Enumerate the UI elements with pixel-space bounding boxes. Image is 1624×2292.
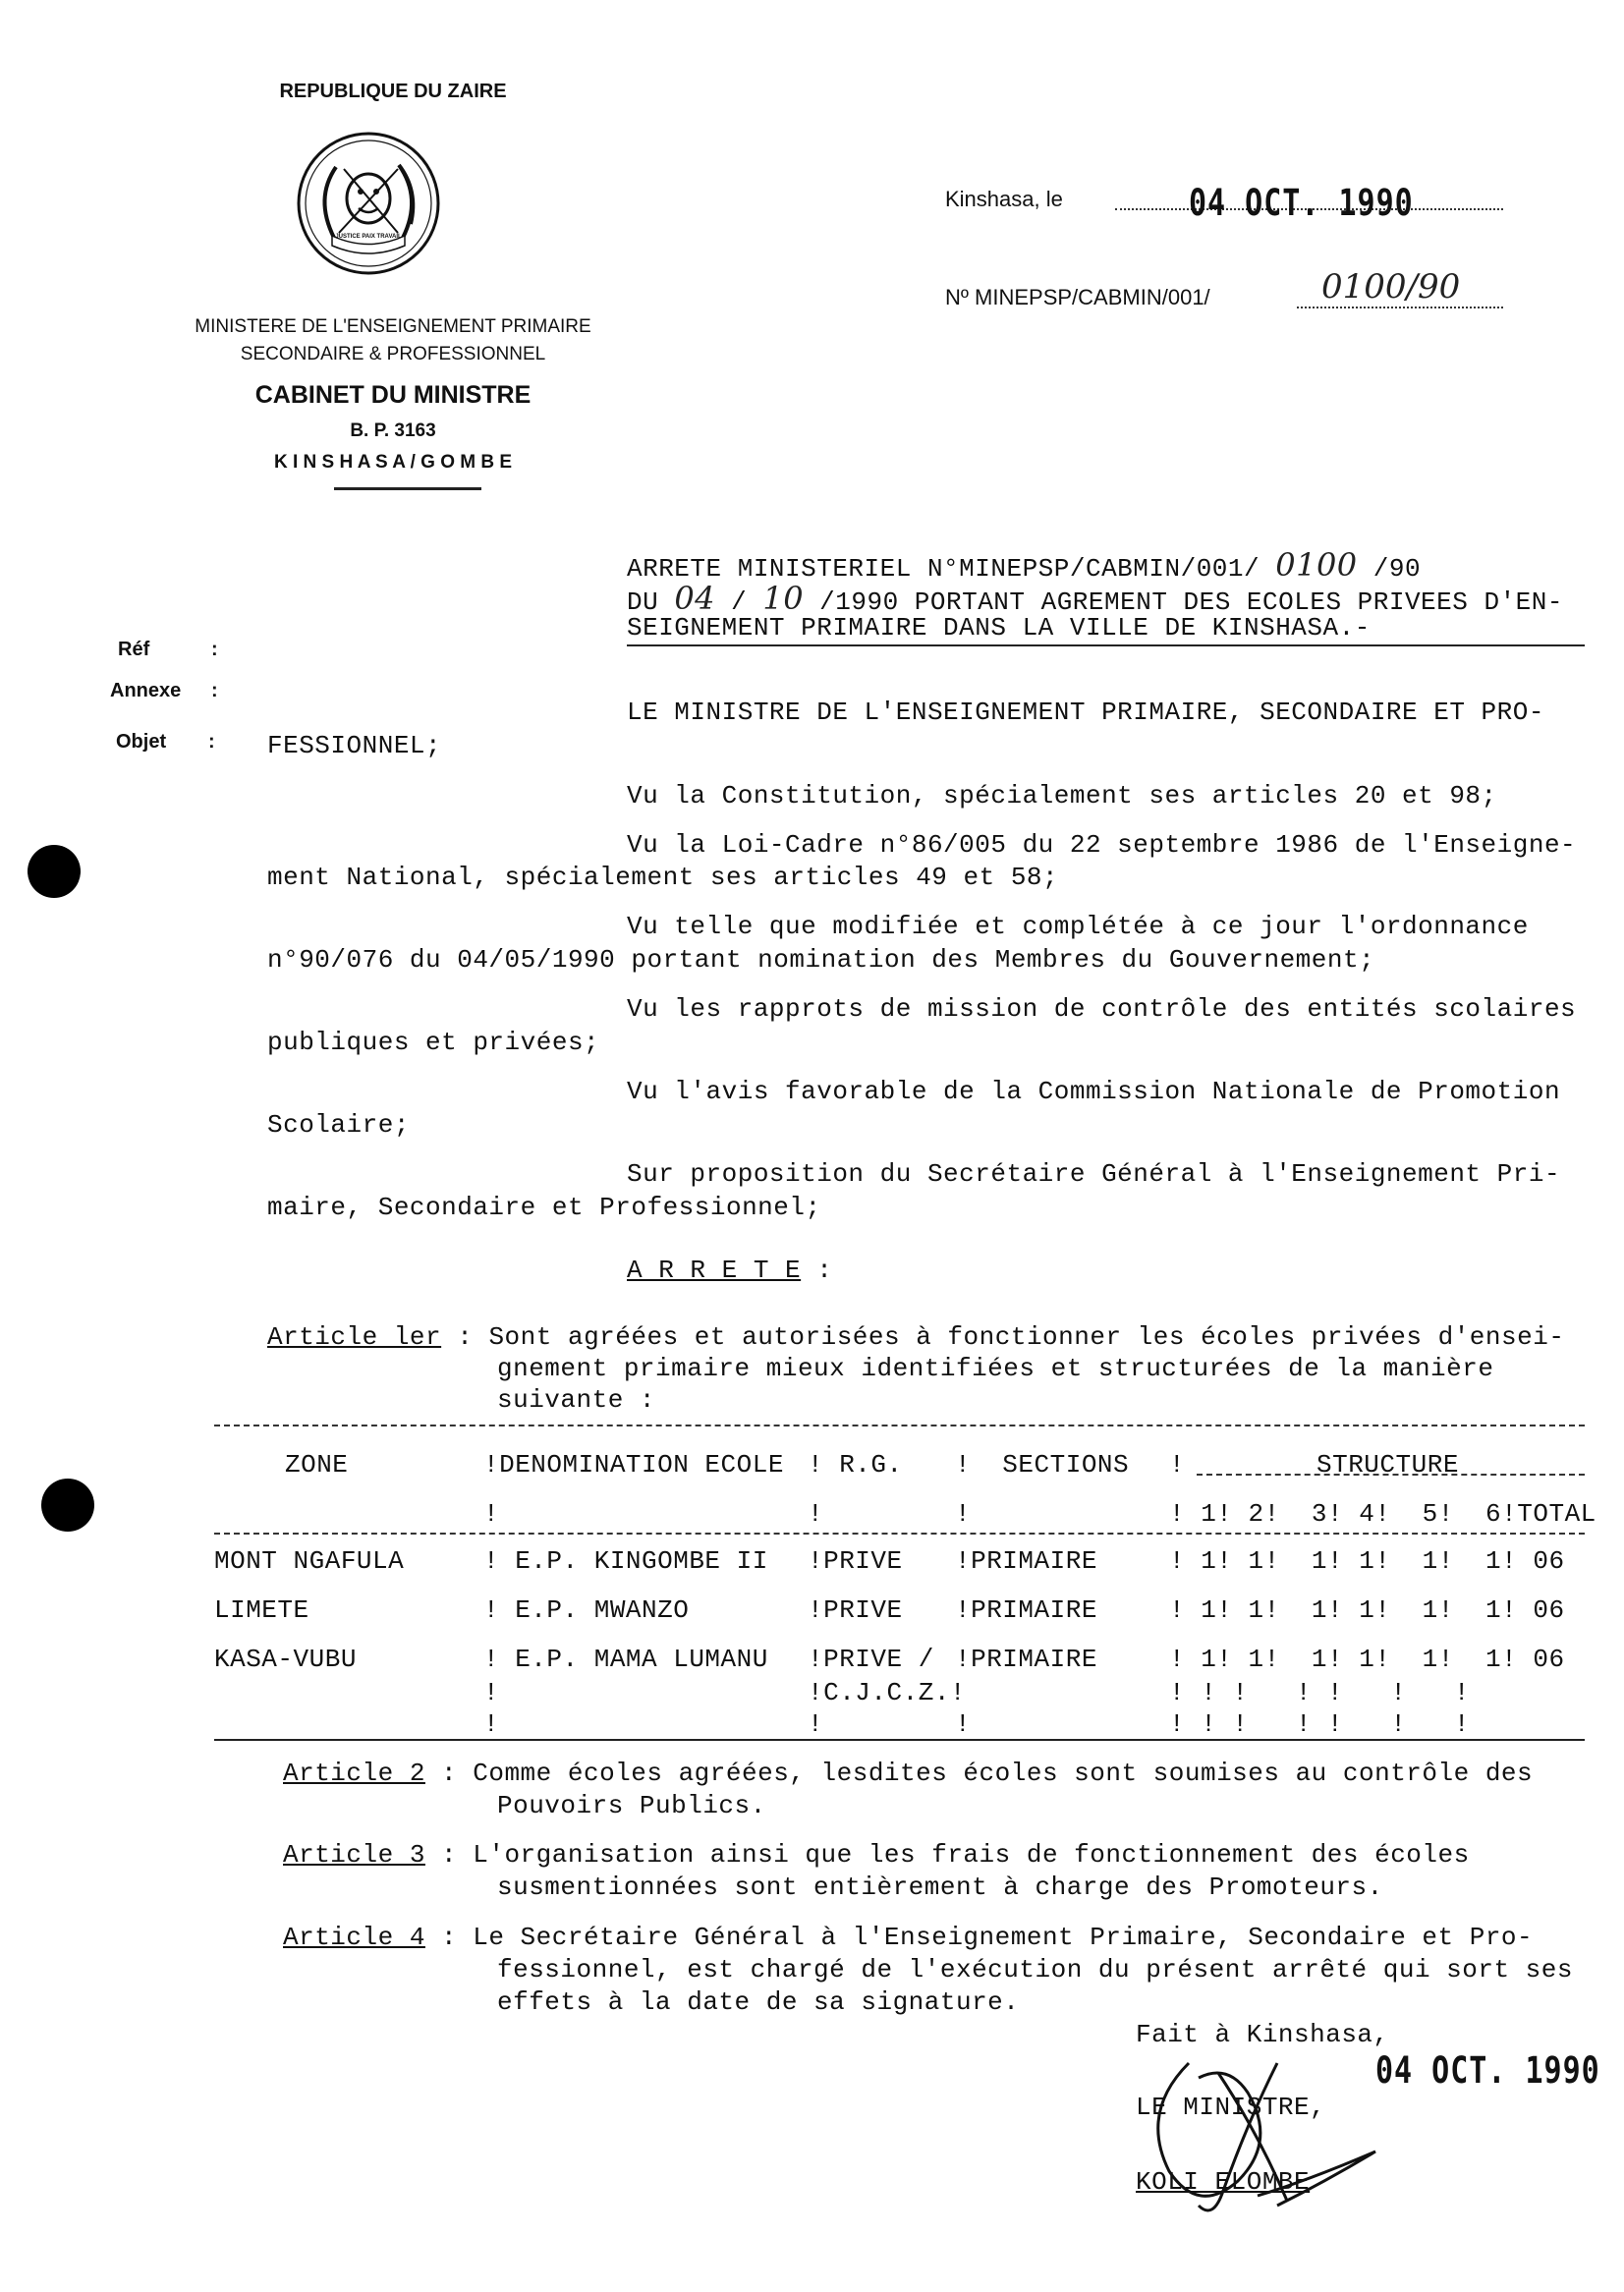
table-row-1-sections: !PRIMAIRE [955, 1546, 1097, 1576]
article-1-line-1: Article ler : Sont agréées et autorisées à fonctionner les écoles privées d'ensei- [267, 1322, 1565, 1352]
vu-rapports-line-1: Vu les rapprots de mission de contrôle des entités scolaires [627, 994, 1577, 1024]
table-header-rg: ! R.G. [808, 1450, 903, 1480]
handwritten-signature-icon [1130, 2034, 1385, 2230]
vu-ordonnance-line-1: Vu telle que modifiée et complétée à ce jour l'ordonnance [627, 912, 1529, 941]
republic-heading: REPUBLIQUE DU ZAIRE [279, 81, 507, 102]
annexe-colon: : [211, 680, 218, 701]
signature-minister-title: LE MINISTRE, [1136, 2093, 1326, 2122]
decree-number-handwritten: 0100 [1275, 546, 1358, 584]
vu-ordonnance-line-2: n°90/076 du 04/05/1990 portant nomination des Membres du Gouvernement; [267, 945, 1375, 975]
ref-colon: : [211, 639, 218, 660]
title-rule [627, 644, 1585, 646]
table-row-1-ecole: ! E.P. KINGOMBE II [483, 1546, 768, 1576]
annexe-label: Annexe [110, 680, 182, 701]
table-subheader-bang-1: ! [483, 1499, 500, 1529]
article-1-line-2: gnement primaire mieux identifiées et structurées de la manière [497, 1354, 1494, 1383]
table-end-bang-1: ! [483, 1709, 500, 1739]
vu-rapports-line-2: publiques et privées; [267, 1028, 600, 1057]
table-header-denomination: !DENOMINATION ECOLE [483, 1450, 784, 1480]
sur-proposition-line-2: maire, Secondaire et Professionnel; [267, 1193, 821, 1222]
reference-dotted-line [1297, 307, 1503, 308]
article-2-line-1: Article 2 : Comme écoles agréées, lesdites écoles sont soumises au contrôle des [283, 1759, 1534, 1788]
table-row-2-zone: LIMETE [214, 1595, 309, 1625]
article-3-label: Article 3 [283, 1840, 425, 1870]
table-header-structure: STRUCTURE [1316, 1450, 1459, 1480]
table-header-bang: ! [1169, 1450, 1186, 1480]
vu-loi-cadre-line-1: Vu la Loi-Cadre n°86/005 du 22 septembre 1986 de l'Enseigne- [627, 830, 1577, 860]
date-stamp-signature: 04 OCT. 1990 [1375, 2049, 1600, 2093]
table-row-2-rg: !PRIVE [808, 1595, 903, 1625]
article-4-line-3: effets à la date de sa signature. [497, 1987, 1020, 2017]
date-stamp-top: 04 OCT. 1990 [1189, 182, 1414, 225]
table-subheader-structure: ! 1! 2! 3! 4! 5! 6!TOTAL [1169, 1499, 1596, 1529]
minister-line-1: LE MINISTRE DE L'ENSEIGNEMENT PRIMAIRE, SECONDAIRE ET PRO- [627, 698, 1544, 727]
reference-number-handwritten: 0100/90 [1321, 267, 1461, 307]
article-1-line-3: suivante : [497, 1385, 656, 1415]
city-line: K I N S H A S A / G O M B E [273, 452, 513, 473]
table-row-3-structure-bangs: ! ! ! ! ! ! ! [1169, 1678, 1470, 1707]
punch-hole-top [28, 845, 81, 898]
article-4-label: Article 4 [283, 1923, 425, 1952]
objet-colon: : [208, 731, 215, 753]
table-header-zone: ZONE [285, 1450, 349, 1480]
article-2-line-2: Pouvoirs Publics. [497, 1791, 766, 1820]
sur-proposition-line-1: Sur proposition du Secrétaire Général à l'Enseignement Pri- [627, 1159, 1561, 1189]
table-row-3-rg: !PRIVE / [808, 1645, 934, 1674]
table-row-3-rg-continued: !C.J.C.Z.! [808, 1678, 967, 1707]
table-end-structure-bangs: ! ! ! ! ! ! ! [1169, 1709, 1470, 1739]
table-end-bang-3: ! [955, 1709, 972, 1739]
table-row-2-structure: ! 1! 1! 1! 1! 1! 1! 06 [1169, 1595, 1565, 1625]
seal-emblem-icon [295, 130, 442, 277]
table-end-bang-2: ! [808, 1709, 824, 1739]
article-3-line-2: susmentionnées sont entièrement à charge des Promoteurs. [497, 1873, 1383, 1902]
ministry-line-2: SECONDAIRE & PROFESSIONNEL [240, 344, 546, 364]
article-2-label: Article 2 [283, 1759, 425, 1788]
vu-avis-line-1: Vu l'avis favorable de la Commission Nationale de Promotion [627, 1077, 1561, 1106]
decree-title-line-1: ARRETE MINISTERIEL N°MINEPSP/CABMIN/001/ 0100 /90 [627, 546, 1422, 584]
vu-constitution: Vu la Constitution, spécialement ses articles 20 et 98; [627, 781, 1497, 811]
table-row-3-sections: !PRIMAIRE [955, 1645, 1097, 1674]
table-header-sections: ! SECTIONS [955, 1450, 1130, 1480]
table-row-3-structure: ! 1! 1! 1! 1! 1! 1! 06 [1169, 1645, 1565, 1674]
table-top-rule [214, 1425, 1585, 1426]
ref-label: Réf [118, 639, 150, 660]
table-row-1-structure: ! 1! 1! 1! 1! 1! 1! 06 [1169, 1546, 1565, 1576]
vu-avis-line-2: Scolaire; [267, 1110, 410, 1140]
ministry-line-1: MINISTERE DE L'ENSEIGNEMENT PRIMAIRE [195, 316, 591, 337]
objet-label: Objet [116, 731, 167, 753]
table-header-rule [214, 1533, 1585, 1535]
punch-hole-bottom [41, 1479, 94, 1532]
article-3-line-1: Article 3 : L'organisation ainsi que les frais de fonctionnement des écoles [283, 1840, 1470, 1870]
table-bottom-rule [214, 1739, 1585, 1741]
table-row-3-ecole: ! E.P. MAMA LUMANU [483, 1645, 768, 1674]
place-date-label: Kinshasa, le [945, 187, 1063, 211]
decree-day-handwritten: 04 [674, 580, 716, 617]
table-subheader-bang-2: ! [808, 1499, 824, 1529]
table-row-1-zone: MONT NGAFULA [214, 1546, 405, 1576]
table-row-3-extra-bang: ! [483, 1678, 500, 1707]
vu-loi-cadre-line-2: ment National, spécialement ses articles 49 et 58; [267, 863, 1059, 892]
article-4-line-2: fessionnel, est chargé de l'exécution du présent arrêté qui sort ses [497, 1955, 1573, 1985]
minister-line-2: FESSIONNEL; [267, 731, 442, 760]
structure-underline [1197, 1474, 1585, 1476]
table-row-2-sections: !PRIMAIRE [955, 1595, 1097, 1625]
national-seal [295, 130, 442, 277]
decree-title-line-2: DU 04 / 10 /1990 PORTANT AGREMENT DES ECOLES PRIVEES D'EN- [627, 580, 1563, 617]
table-row-3-zone: KASA-VUBU [214, 1645, 357, 1674]
table-subheader-bang-3: ! [955, 1499, 972, 1529]
article-4-line-1: Article 4 : Le Secrétaire Général à l'Enseignement Primaire, Secondaire et Pro- [283, 1923, 1534, 1952]
decree-month-handwritten: 10 [762, 580, 805, 617]
city-underline [334, 487, 481, 490]
reference-number-label: Nº MINEPSP/CABMIN/001/ [945, 285, 1210, 309]
postal-box: B. P. 3163 [350, 420, 436, 441]
signature-minister-name: KOLI ELOMBE [1136, 2167, 1311, 2197]
cabinet-title: CABINET DU MINISTRE [254, 381, 532, 409]
seal-motto: JUSTICE PAIX TRAVAIL [335, 234, 402, 240]
decree-title-line-3: SEIGNEMENT PRIMAIRE DANS LA VILLE DE KINSHASA.- [627, 613, 1371, 643]
signature-place: Fait à Kinshasa, [1136, 2020, 1389, 2049]
arrete-heading: A R R E T E : [627, 1256, 833, 1285]
table-row-1-rg: !PRIVE [808, 1546, 903, 1576]
table-row-2-ecole: ! E.P. MWANZO [483, 1595, 690, 1625]
article-1-label: Article ler [267, 1322, 442, 1352]
